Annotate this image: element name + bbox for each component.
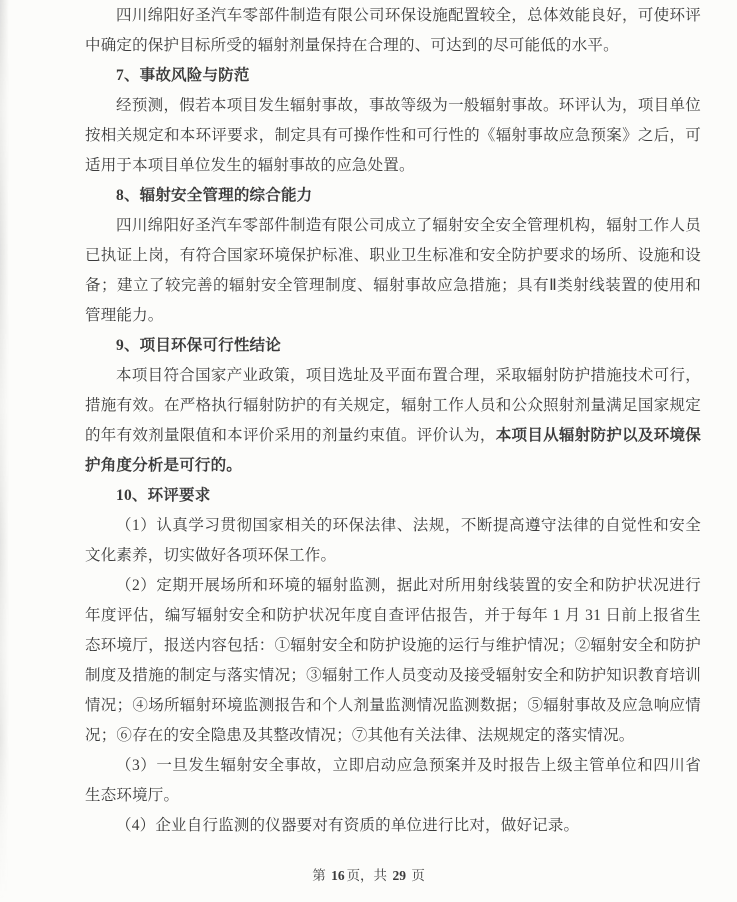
paragraph-requirement-4: （4）企业自行监测的仪器要对有资质的单位进行比对，做好记录。 xyxy=(116,817,580,834)
paragraph-section-9 xyxy=(85,361,701,481)
section-heading-7: 7、事故风险与防范 xyxy=(116,67,250,84)
footer-prefix: 第 xyxy=(312,868,330,883)
section-heading-9: 9、项目环保可行性结论 xyxy=(116,337,281,354)
footer-total-pages: 29 xyxy=(392,868,406,883)
conclusion-normal-text: 本项目符合国家产业政策，项目选址及平面布置合理，采取辐射防护措施技术可行，措施有效。在严格执行辐射防护的有关规定，辐射工作人员和公众照射剂量满足国家规定的年有效剂量限值和本评价采用的剂量约束值。评价认为， xyxy=(85,367,701,444)
conclusion-bold-text: 本项目从辐射防护以及环境保护角度分析是可行的。 xyxy=(85,427,702,474)
paragraph-section-7: 经预测，假若本项目发生辐射事故，事故等级为一般辐射事故。环评认为，项目单位按相关规定和本环评要求，制定具有可操作性和可行性的《辐射事故应急预案》之后，可适用于本项目单位发生的辐射事故的应急处置。 xyxy=(85,97,701,174)
paragraph-requirement-2: （2）定期开展场所和环境的辐射监测，据此对所用射线装置的安全和防护状况进行年度评估，编写辐射安全和防护状况年度自查评估报告，并于每年 1 月 31 日前上报省生态环境厅，报送内容包括：①辐射安全和防护设施的运行与维护情况；②辐射安全和防护制度及措施的制定与落实情况；③辐射工作人员变动及接受辐射安全和防护知识教育培训情况；④场所辐射环境监测报告和个人剂量监测情况监测数据；⑤辐射事故及应急响应情况；⑥存在的安全隐患及其整改情况；⑦其他有关法律、法规规定的落实情况。 xyxy=(85,577,701,744)
section-heading-8: 8、辐射安全管理的综合能力 xyxy=(116,187,313,204)
page-footer xyxy=(0,863,737,889)
section-heading-10: 10、环评要求 xyxy=(116,487,211,504)
scan-edge-shadow xyxy=(0,0,9,902)
footer-suffix: 页 xyxy=(407,868,425,883)
footer-page-number: 16 xyxy=(331,868,345,883)
paragraph-requirement-1: （1）认真学习贯彻国家相关的环保法律、法规，不断提高遵守法律的自觉性和安全文化素养，切实做好各项环保工作。 xyxy=(85,517,701,564)
paragraph-requirement-3: （3）一旦发生辐射安全事故，立即启动应急预案并及时报告上级主管单位和四川省生态环境厅。 xyxy=(85,757,701,804)
paragraph-section-8: 四川绵阳好圣汽车零部件制造有限公司成立了辐射安全安全管理机构，辐射工作人员已执证上岗，有符合国家环境保护标准、职业卫生标准和安全防护要求的场所、设施和设备；建立了较完善的辐射安全管理制度、辐射事故应急措施；具有Ⅱ类射线装置的使用和管理能力。 xyxy=(85,217,701,324)
paragraph-intro: 四川绵阳好圣汽车零部件制造有限公司环保设施配置较全，总体效能良好，可使环评中确定的保护目标所受的辐射剂量保持在合理的、可达到的尽可能低的水平。 xyxy=(85,7,701,54)
footer-middle: 页，共 xyxy=(346,868,391,883)
document-body xyxy=(85,1,701,841)
